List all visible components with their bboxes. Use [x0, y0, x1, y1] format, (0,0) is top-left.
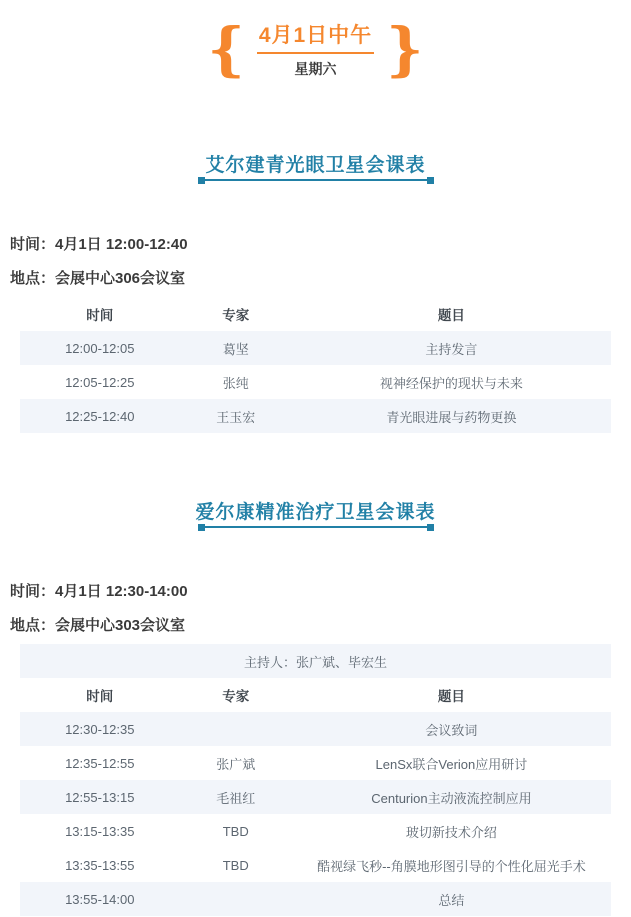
cell-time: 12:00-12:05 [20, 331, 180, 365]
session-location: 地点：会展中心303会议室 [10, 617, 186, 634]
cell-topic: 总结 [292, 882, 611, 916]
cell-time: 12:55-13:15 [20, 780, 180, 814]
session-location: 地点：会展中心306会议室 [10, 270, 186, 287]
session-time: 时间：4月1日 12:00-12:40 [10, 236, 188, 253]
weekday-label: 星期六 [294, 61, 337, 77]
date-header [0, 12, 631, 86]
column-header-expert: 专家 [180, 678, 292, 712]
underline-left-square [198, 524, 205, 531]
underline-left-square [198, 177, 205, 184]
cell-expert: TBD [180, 814, 292, 848]
table-row [20, 365, 611, 399]
cell-expert [180, 882, 292, 916]
cell-time: 12:30-12:35 [20, 712, 180, 746]
cell-time: 13:15-13:35 [20, 814, 180, 848]
section-alcon [0, 497, 631, 916]
cell-expert: 张广斌 [180, 746, 292, 780]
table-row [20, 399, 611, 433]
table-row [20, 814, 611, 848]
table-row [20, 712, 611, 746]
table-row [20, 848, 611, 882]
cell-expert: 王玉宏 [180, 399, 292, 433]
table-row [20, 331, 611, 365]
column-header-expert: 专家 [180, 297, 292, 331]
cell-topic: 青光眼进展与药物更换 [292, 399, 611, 433]
section-title: 爱尔康精准治疗卫星会课表 [195, 502, 436, 523]
underline-right-square [427, 177, 434, 184]
table-row [20, 746, 611, 780]
date-title: 4月1日中午 [257, 19, 374, 54]
cell-expert: 葛坚 [180, 331, 292, 365]
title-underline [199, 179, 433, 181]
cell-time: 12:35-12:55 [20, 746, 180, 780]
cell-expert [180, 712, 292, 746]
cell-topic: LenSx联合Verion应用研讨 [292, 746, 611, 780]
underline-right-square [427, 524, 434, 531]
cell-topic: 会议致词 [292, 712, 611, 746]
session-table-allergan [20, 297, 611, 433]
cell-time: 12:25-12:40 [20, 399, 180, 433]
title-underline [199, 526, 433, 528]
cell-time: 13:55-14:00 [20, 882, 180, 916]
moderator-row [20, 644, 611, 678]
cell-topic: 玻切新技术介绍 [292, 814, 611, 848]
cell-time: 13:35-13:55 [20, 848, 180, 882]
cell-topic: 酷视绿飞秒--角膜地形图引导的个性化屈光手术 [292, 848, 611, 882]
column-header-time: 时间 [20, 297, 180, 331]
cell-topic: Centurion主动液流控制应用 [292, 780, 611, 814]
right-brace-decoration: } [386, 15, 424, 83]
section-allergan [0, 150, 631, 433]
column-header-topic: 题目 [292, 678, 611, 712]
cell-time: 12:05-12:25 [20, 365, 180, 399]
table-row [20, 882, 611, 916]
cell-topic: 视神经保护的现状与未来 [292, 365, 611, 399]
section-title: 艾尔建青光眼卫星会课表 [205, 155, 426, 176]
cell-expert: TBD [180, 848, 292, 882]
cell-expert: 张纯 [180, 365, 292, 399]
table-header-row [20, 678, 611, 712]
date-block [253, 19, 378, 79]
cell-expert: 毛祖红 [180, 780, 292, 814]
column-header-time: 时间 [20, 678, 180, 712]
session-time: 时间：4月1日 12:30-14:00 [10, 583, 188, 600]
table-row [20, 780, 611, 814]
session-table-alcon [20, 644, 611, 916]
moderator-label: 主持人：张广斌、毕宏生 [20, 644, 611, 678]
cell-topic: 主持发言 [292, 331, 611, 365]
table-header-row [20, 297, 611, 331]
left-brace-decoration: { [207, 15, 245, 83]
column-header-topic: 题目 [292, 297, 611, 331]
